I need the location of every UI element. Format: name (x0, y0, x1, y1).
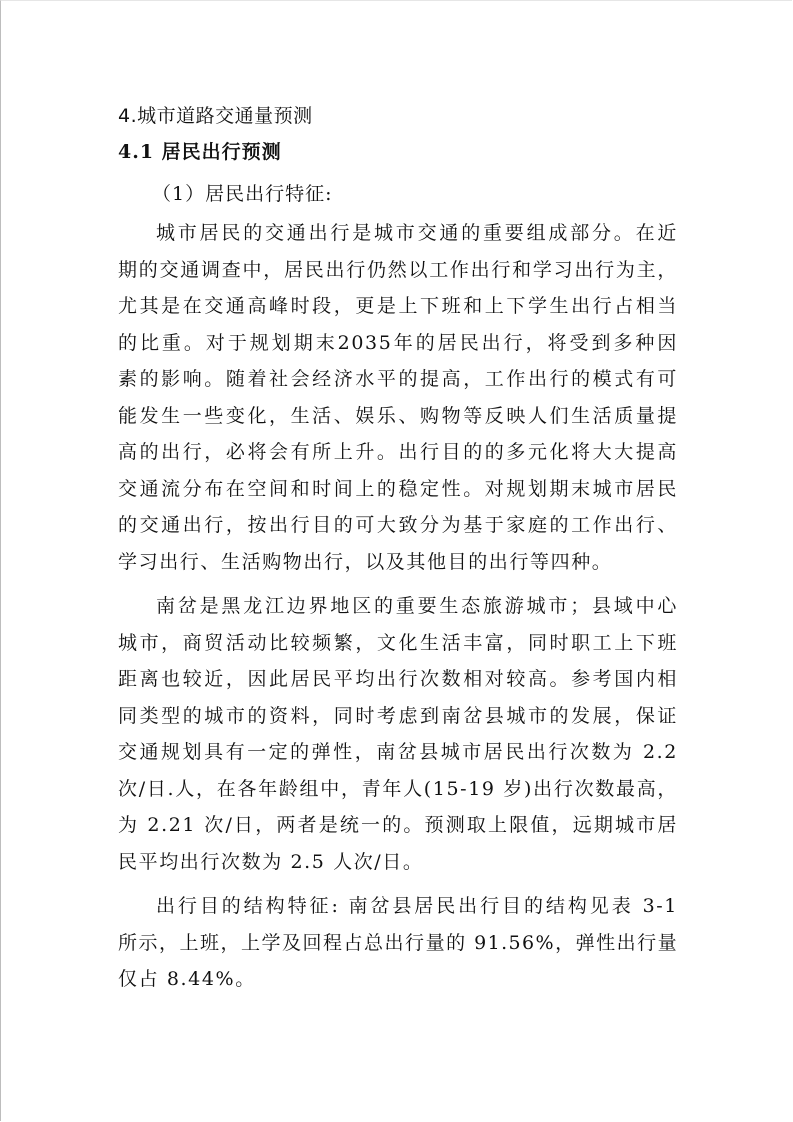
paragraph-line: 出行目的结构特征: 南岔县居民出行目的结构见表 3-1 (156, 895, 678, 917)
paragraph-line: 距离也较近，因此居民平均出行次数相对较高。参考国内相 (118, 668, 678, 690)
subsection-title: 4.1 居民出行预测 (118, 141, 282, 163)
paragraph-line: 期的交通调查中，居民出行仍然以工作出行和学习出行为主， (118, 258, 678, 281)
paragraph-line: 的比重。对于规划期末2035年的居民出行，将受到多种因 (118, 331, 678, 354)
paragraph-line: 所示，上班，上学及回程占总出行量的 91.56%，弹性出行量 (118, 931, 678, 954)
document-body (118, 101, 678, 1006)
paragraph-line: 的交通出行，按出行目的可大致分为基于家庭的工作出行、 (118, 514, 678, 536)
paragraph-line: 城市居民的交通出行是城市交通的重要组成部分。在近 (156, 222, 678, 244)
paragraph-line: 民平均出行次数为 2.5 人次/日。 (118, 850, 424, 873)
subsubsection-title: （1）居民出行特征: (152, 183, 333, 205)
paragraph-line: 尤其是在交通高峰时段，更是上下班和上下学生出行占相当 (118, 295, 678, 317)
paragraph-line: 素的影响。随着社会经济水平的提高，工作出行的模式有可 (118, 368, 678, 390)
paragraph-line: 城市，商贸活动比较频繁，文化生活丰富，同时职工上下班 (118, 631, 678, 654)
paragraph-line: 为 2.21 次/日，两者是统一的。预测取上限值，远期城市居 (118, 814, 678, 836)
paragraph-line: 同类型的城市的资料，同时考虑到南岔县城市的发展，保证 (118, 704, 678, 727)
paragraph-line: 交通规划具有一定的弹性，南岔县城市居民出行次数为 2.2 (118, 741, 678, 763)
paragraph-line: 交通流分布在空间和时间上的稳定性。对规划期末城市居民 (118, 477, 678, 500)
section-title: 4.城市道路交通量预测 (118, 105, 313, 127)
paragraph-line: 高的出行，必将会有所上升。出行目的的多元化将大大提高 (118, 441, 678, 463)
paragraph-line: 南岔是黑龙江边界地区的重要生态旅游城市；县域中心 (156, 595, 678, 617)
paragraph-nancha-trip-rate (118, 588, 678, 880)
paragraph-line: 次/日.人，在各年龄组中，青年人(15-19 岁)出行次数最高， (118, 777, 678, 800)
paragraph-line: 仅占 8.44%。 (118, 968, 256, 990)
paragraph-trip-purpose-structure (118, 888, 678, 998)
paragraph-travel-characteristics (118, 215, 678, 580)
paragraph-line: 能发生一些变化，生活、娱乐、购物等反映人们生活质量提 (118, 404, 678, 427)
paragraph-line: 学习出行、生活购物出行，以及其他目的出行等四种。 (118, 550, 613, 573)
